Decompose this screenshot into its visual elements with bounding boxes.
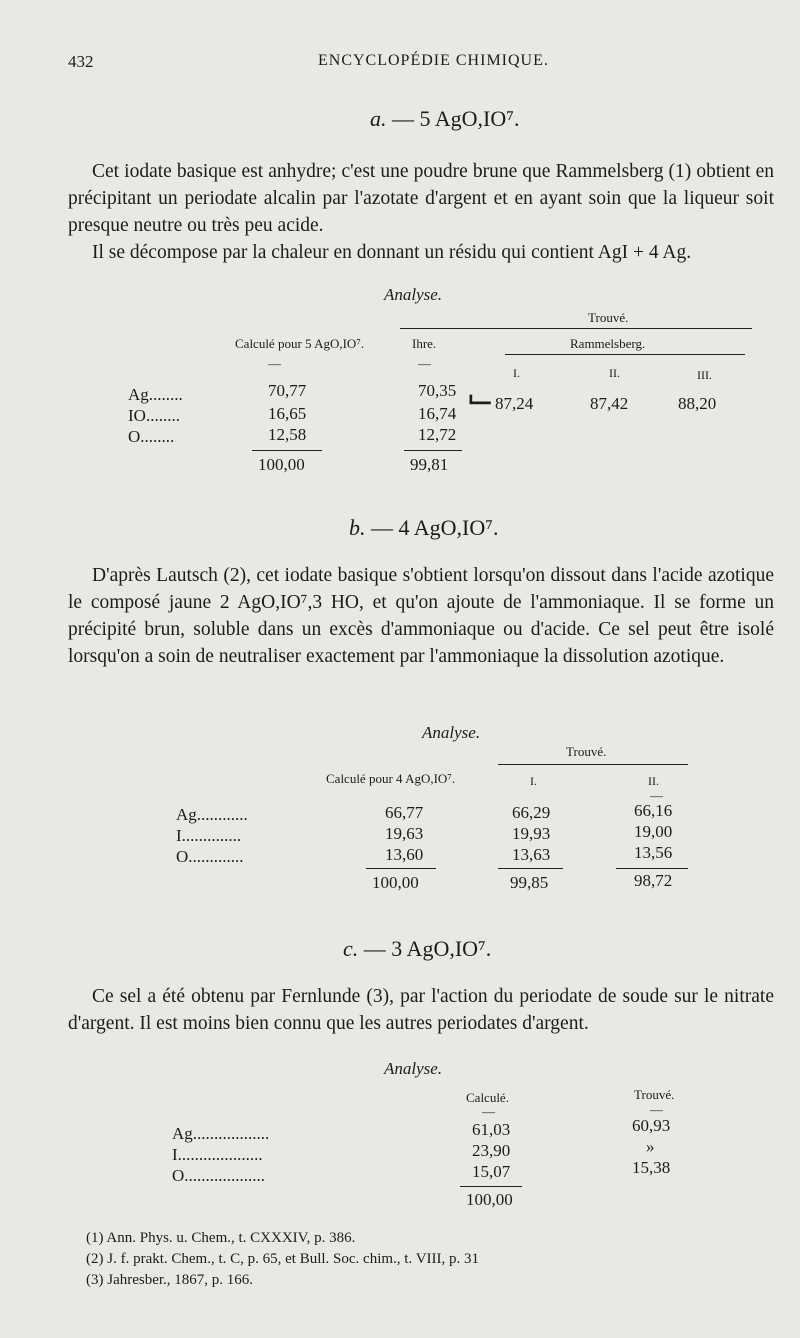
section-b-label: b.	[349, 515, 366, 540]
table-b-trouve-line	[498, 764, 688, 765]
table-b-row-ag-t1: 66,29	[512, 803, 551, 822]
table-c-row-o-trouve: 15,38	[632, 1158, 671, 1177]
table-b-sum-line-t1	[498, 868, 563, 869]
section-a-heading	[370, 106, 519, 132]
table-c-row-o-label: O...................	[172, 1166, 266, 1185]
table-c-dash-calc: —	[482, 1104, 495, 1119]
section-c-para: Ce sel a été obtenu par Fernlunde (3), par l'action du periodate de soude sur le nitrate d'argent. Il est moins bien connu que les autres periodates d'argent.	[68, 986, 774, 1034]
table-b-total-t1: 99,85	[510, 873, 549, 892]
table-a-rammelsberg-header: Rammelsberg.	[570, 336, 646, 351]
table-a-ram-1: 87,24	[495, 394, 534, 413]
footnote-2: (2) J. f. prakt. Chem., t. C, p. 65, et Bull. Soc. chim., t. VIII, p. 31	[86, 1251, 480, 1267]
table-c-trouve-header: Trouvé.	[634, 1087, 675, 1102]
table-c-row-o-calc: 15,07	[472, 1162, 511, 1181]
table-b-calcule-header: Calculé pour 4 AgO,IO⁷.	[326, 771, 456, 786]
section-c-text	[68, 983, 774, 1037]
table-b-row-ag-calc: 66,77	[385, 803, 424, 822]
footnote-3: (3) Jahresber., 1867, p. 166.	[86, 1272, 254, 1288]
running-title: ENCYCLOPÉDIE CHIMIQUE.	[318, 52, 549, 69]
table-a-row-o-ihre: 12,72	[418, 425, 457, 444]
table-a-roman-1: I.	[513, 366, 520, 380]
table-b-total-t2: 98,72	[634, 871, 673, 890]
section-a-para-2: Il se décompose par la chaleur en donnant un résidu qui contient AgI + 4 Ag.	[92, 242, 692, 263]
section-a-para-1: Cet iodate basique est anhydre; c'est une poudre brune que Rammelsberg (1) obtient en précipitant un periodate alcalin par l'azotate d'argent et en ayant soin que la liqueur soit presque neutre ou très peu acide.	[68, 161, 774, 236]
table-b-roman-1: I.	[530, 774, 537, 788]
table-c-row-ag-label: Ag..................	[172, 1124, 270, 1143]
table-c-row-i-calc: 23,90	[472, 1141, 511, 1160]
table-a-brace: ⌙	[466, 380, 495, 417]
table-b-row-o-label: O.............	[176, 847, 244, 866]
table-c-row-i-trouve: »	[646, 1137, 655, 1156]
table-b-sum-line-t2	[616, 868, 688, 869]
table-a-dash-calc: —	[268, 356, 281, 371]
table-b-row-o-calc: 13,60	[385, 845, 424, 864]
table-a-total-calc: 100,00	[258, 455, 305, 474]
table-c-row-ag-trouve: 60,93	[632, 1116, 671, 1135]
table-a-row-o-label: O........	[128, 427, 175, 446]
table-a-row-ag-label: Ag........	[128, 385, 183, 404]
table-a-title: Analyse.	[384, 285, 443, 304]
section-c-formula: — 3 AgO,IO⁷.	[363, 936, 492, 961]
section-a-text	[68, 158, 774, 266]
table-c-total: 100,00	[466, 1190, 513, 1209]
table-b-row-ag-t2: 66,16	[634, 801, 673, 820]
table-a-sum-line-ihre	[404, 450, 462, 451]
table-b-row-ag-label: Ag............	[176, 805, 248, 824]
table-b-roman-2: II.	[648, 774, 659, 788]
table-a-total-ihre: 99,81	[410, 455, 449, 474]
table-c-row-ag-calc: 61,03	[472, 1120, 511, 1139]
table-a-rammelsberg-line	[505, 354, 745, 355]
table-a-row-io-label: IO........	[128, 406, 180, 425]
table-a-ihre-header: Ihre.	[412, 336, 437, 351]
table-a-row-ag-calc: 70,77	[268, 381, 307, 400]
table-a-roman-2: II.	[609, 366, 620, 380]
table-c-calcule-header: Calculé.	[466, 1090, 509, 1105]
section-b-text	[68, 562, 774, 670]
table-b-total-calc: 100,00	[372, 873, 419, 892]
table-a-row-io-ihre: 16,74	[418, 404, 457, 423]
table-b-title: Analyse.	[422, 723, 481, 742]
table-c-row-i-label: I....................	[172, 1145, 263, 1164]
section-b-heading	[349, 515, 498, 541]
section-a-label: a.	[370, 106, 387, 131]
table-b-row-i-label: I..............	[176, 826, 242, 845]
table-b-row-i-t1: 19,93	[512, 824, 551, 843]
table-c-title: Analyse.	[384, 1059, 443, 1078]
table-a-dash-ihre: —	[418, 356, 431, 371]
footnote-1: (1) Ann. Phys. u. Chem., t. CXXXIV, p. 386.	[86, 1230, 356, 1246]
table-b-dash: —	[650, 788, 663, 803]
table-b-sum-line-calc	[366, 868, 436, 869]
section-b-para: D'après Lautsch (2), cet iodate basique s'obtient lorsqu'on dissout dans l'acide azotique le composé jaune 2 AgO,IO⁷,3 HO, et qu'on ajoute de l'ammoniaque. Il se forme un précipité brun, soluble dans un excès d'ammoniaque ou d'acide. Ce sel peut être isolé lorsqu'on a soin de neutraliser exactement par l'ammoniaque la dissolution azotique.	[68, 565, 774, 667]
section-b-formula: — 4 AgO,IO⁷.	[371, 515, 499, 540]
table-a-trouve: Trouvé.	[588, 310, 629, 325]
table-c-dash-trouve: —	[650, 1102, 663, 1117]
table-a-row-io-calc: 16,65	[268, 404, 307, 423]
table-a-sum-line-calc	[252, 450, 322, 451]
table-a-calcule-header: Calculé pour 5 AgO,IO⁷.	[235, 336, 365, 351]
page-number: 432	[68, 52, 94, 71]
table-a-ram-2: 87,42	[590, 394, 629, 413]
table-a-ram-3: 88,20	[678, 394, 717, 413]
table-b-row-o-t1: 13,63	[512, 845, 551, 864]
table-a-trouve-line	[400, 328, 752, 329]
table-a-row-o-calc: 12,58	[268, 425, 307, 444]
table-b-trouve: Trouvé.	[566, 744, 607, 759]
table-a-row-ag-ihre: 70,35	[418, 381, 457, 400]
table-a-roman-3: III.	[697, 368, 712, 382]
section-a-formula: — 5 AgO,IO⁷.	[392, 106, 520, 131]
table-b-row-o-t2: 13,56	[634, 843, 673, 862]
table-c-sum-line	[460, 1186, 522, 1187]
section-c-label: c.	[343, 936, 359, 961]
table-b-row-i-calc: 19,63	[385, 824, 424, 843]
section-c-heading	[343, 936, 491, 962]
table-b-row-i-t2: 19,00	[634, 822, 673, 841]
